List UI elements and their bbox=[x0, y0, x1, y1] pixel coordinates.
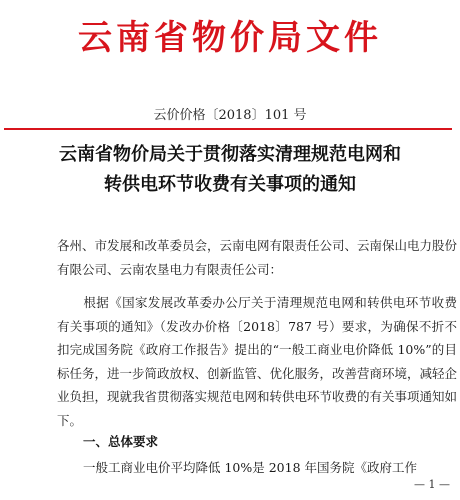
notice-title-line-1: 云南省物价局关于贯彻落实清理规范电网和 bbox=[59, 144, 401, 165]
document-number: 云价价格〔2018〕101 号 bbox=[153, 108, 307, 123]
red-divider-rule bbox=[4, 128, 452, 130]
addressee-paragraph: 各州、市发展和改革委员会，云南电网有限责任公司、云南保山电力股份有限公司、云南农垦电力有限责任公司： bbox=[57, 238, 458, 277]
body-paragraph bbox=[57, 291, 457, 432]
section-heading-general-requirements: 一、总体要求 bbox=[83, 434, 159, 449]
body-paragraph-text: 根据《国家发展改革委办公厅关于清理规范电网和转供电环节收费有关事项的通知》（发改办价格〔2018〕787 号）要求，为确保不折不扣完成国务院《政府工作报告》提出的“一般工商业电价降低 10%”的目标任务，进一步简政放权、创新监管、优化服务，改善营商环境，减轻企业负担，现就我省贯彻落实规范电网和转供电环节收费的有关事项通知如下。 bbox=[57, 295, 458, 428]
section-body-first-line: 一般工商业电价平均降低 10%是 2018 年国务院《政府工作 bbox=[83, 460, 418, 475]
notice-title bbox=[0, 140, 460, 200]
page-number: — 1 — bbox=[414, 478, 450, 491]
document-header-title: 云南省物价局文件 bbox=[78, 18, 382, 58]
notice-title-line-2: 转供电环节收费有关事项的通知 bbox=[104, 174, 356, 195]
